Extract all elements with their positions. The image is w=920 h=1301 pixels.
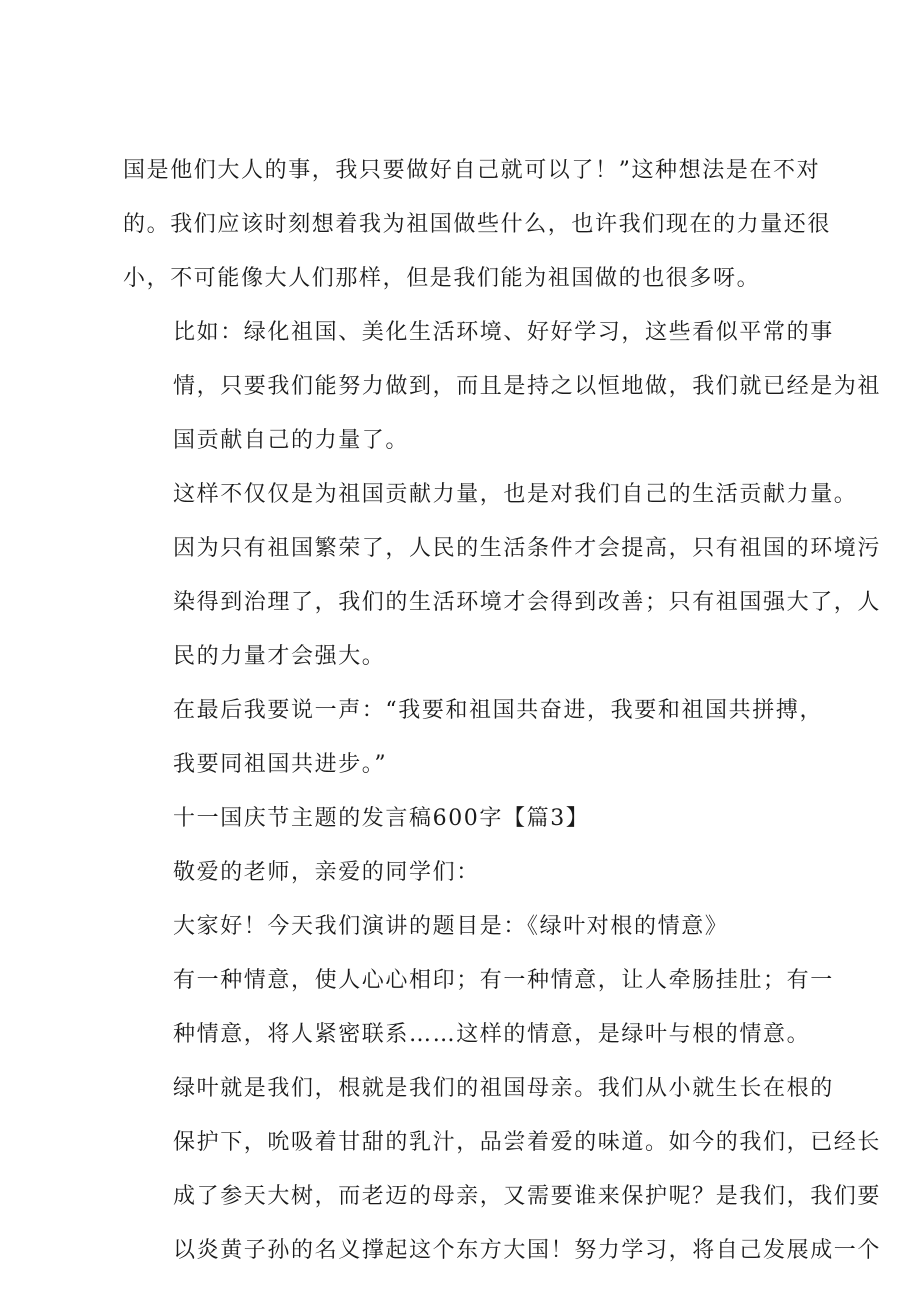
text-line: 以炎黄子孙的名义撑起这个东方大国！努力学习，将自己发展成一个 xyxy=(173,1238,882,1263)
paragraph xyxy=(123,1062,882,1278)
text-line: 因为只有祖国繁荣了，人民的生活条件才会提高，只有祖国的环境污 xyxy=(173,536,882,561)
text-line: 成了参天大树，而老迈的母亲，又需要谁来保护呢？是我们，我们要 xyxy=(173,1184,882,1209)
text-line: 小，不可能像大人们那样，但是我们能为祖国做的也很多呀。 xyxy=(123,266,761,291)
paragraph xyxy=(123,792,823,846)
text-line: 情，只要我们能努力做到，而且是持之以恒地做，我们就已经是为祖 xyxy=(173,374,882,399)
text-line: 大家好！今天我们演讲的题目是：《绿叶对根的情意》 xyxy=(173,914,729,939)
text-line: 的。我们应该时刻想着我为祖国做些什么，也许我们现在的力量还很 xyxy=(123,212,832,237)
paragraph xyxy=(123,954,834,1062)
text-line: 这样不仅仅是为祖国贡献力量，也是对我们自己的生活贡献力量。 xyxy=(173,482,858,507)
text-line: 我要同祖国共进步。” xyxy=(173,752,388,777)
paragraph xyxy=(123,846,823,900)
paragraph xyxy=(123,468,882,684)
paragraph xyxy=(123,144,832,306)
text-line: 比如：绿化祖国、美化生活环境、好好学习，这些看似平常的事 xyxy=(173,320,834,345)
text-line: 绿叶就是我们，根就是我们的祖国母亲。我们从小就生长在根的 xyxy=(173,1076,834,1101)
text-line: 国是他们大人的事，我只要做好自己就可以了！”这种想法是在不对 xyxy=(123,158,821,183)
text-line: 保护下，吮吸着甘甜的乳汁，品尝着爱的味道。如今的我们，已经长 xyxy=(173,1130,882,1155)
paragraph xyxy=(123,306,882,468)
text-line: 种情意，将人紧密联系……这样的情意，是绿叶与根的情意。 xyxy=(173,1022,811,1047)
text-line: 有一种情意，使人心心相印；有一种情意，让人牵肠挂肚；有一 xyxy=(173,968,834,993)
text-line: 国贡献自己的力量了。 xyxy=(173,428,410,453)
text-line: 十一国庆节主题的发言稿600字【篇3】 xyxy=(173,806,590,831)
paragraph xyxy=(123,900,823,954)
text-line: 在最后我要说一声：“我要和祖国共奋进，我要和祖国共拼搏， xyxy=(173,698,824,723)
paragraph xyxy=(123,684,823,792)
text-line: 染得到治理了，我们的生活环境才会得到改善；只有祖国强大了，人 xyxy=(173,590,882,615)
text-line: 敬爱的老师，亲爱的同学们： xyxy=(173,860,480,885)
text-line: 民的力量才会强大。 xyxy=(173,644,386,669)
document-body xyxy=(123,144,882,1278)
